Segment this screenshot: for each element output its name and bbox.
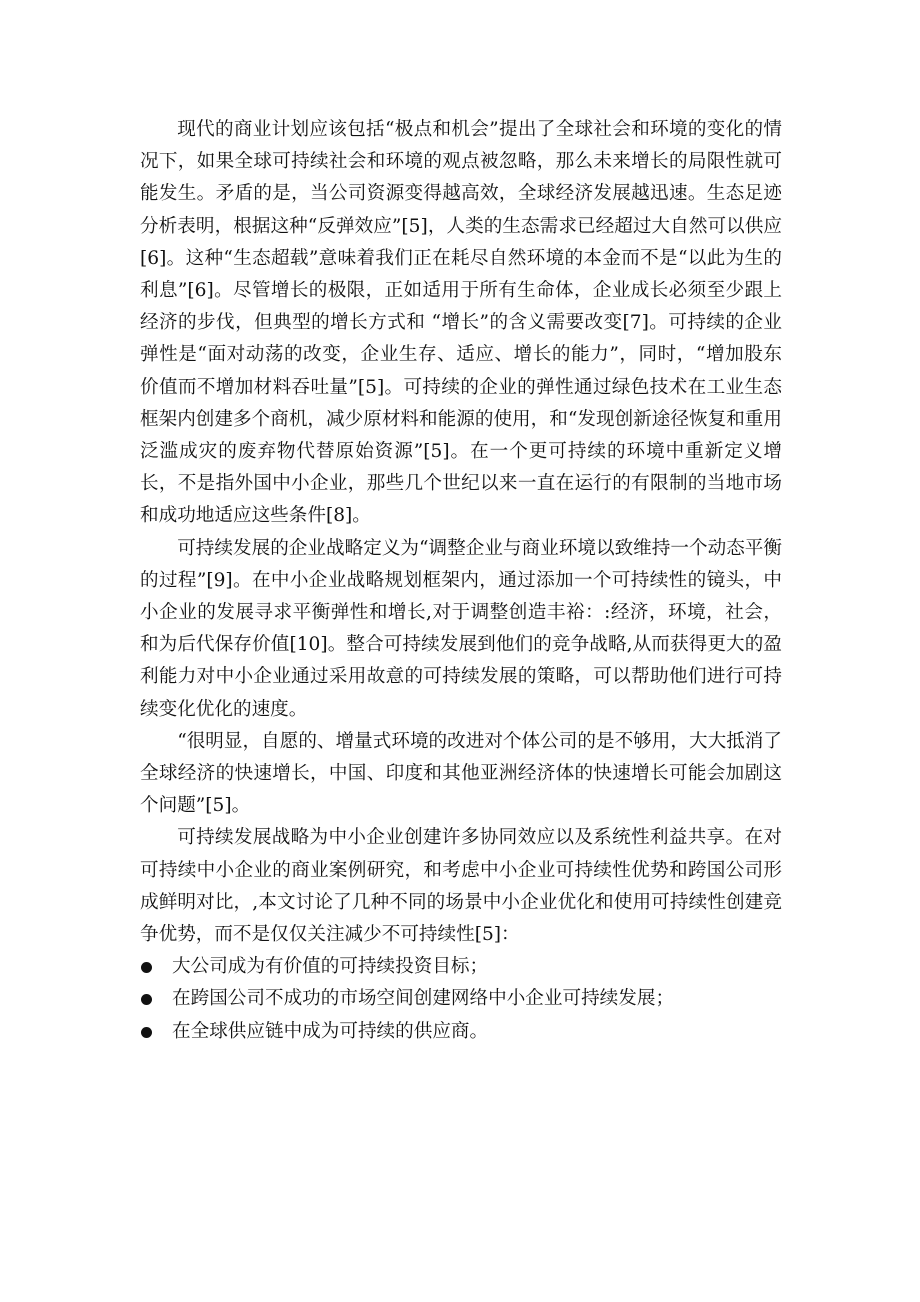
list-item <box>140 951 782 983</box>
paragraph-sustainable-strategy: 可持续发展的企业战略定义为“调整企业与商业环境以致维持一个动态平衡的过程”[9]。在中小企业战略规划框架内，通过添加一个可持续性的镜头，中小企业的发展寻求平衡弹性和增长,对于调整创造丰裕：:经济，环境，社会，和为后代保存价值[10]。整合可持续发展到他们的竞争战略,从而获得更大的盈利能力对中小企业通过采用故意的可持续发展的策略，可以帮助他们进行可持续变化优化的速度。 <box>140 537 782 720</box>
list-item <box>140 1016 782 1048</box>
list-item-text: 大公司成为有价值的可持续投资目标； <box>172 956 489 978</box>
bullet-icon <box>141 994 152 1005</box>
list-item-text: 在跨国公司不成功的市场空间创建网络中小企业可持续发展； <box>172 988 675 1010</box>
list-item <box>140 983 782 1015</box>
list-item-text: 在全球供应链中成为可持续的供应商。 <box>172 1020 489 1042</box>
paragraph-quote: “很明显，自愿的、增量式环境的改进对个体公司的是不够用，大大抵消了全球经济的快速增长，中国、印度和其他亚洲经济体的快速增长可能会加剧这个问题”[5]。 <box>140 730 782 817</box>
document-body <box>140 114 782 1048</box>
bullet-icon <box>141 962 152 973</box>
paragraph-synergy: 可持续发展战略为中小企业创建许多协同效应以及系统性利益共享。在对可持续中小企业的商业案例研究，和考虑中小企业可持续性优势和跨国公司形成鲜明对比，,本文讨论了几种不同的场景中小企业优化和使用可持续性创建竞争优势，而不是仅仅关注减少不可持续性[5]： <box>140 827 782 946</box>
bullet-icon <box>141 1027 152 1038</box>
paragraph-growth-limits: 现代的商业计划应该包括“极点和机会”提出了全球社会和环境的变化的情况下，如果全球可持续社会和环境的观点被忽略，那么未来增长的局限性就可能发生。矛盾的是，当公司资源变得越高效，全球经济发展越迅速。生态足迹分析表明，根据这种“反弹效应”[5]，人类的生态需求已经超过大自然可以供应[6]。这种“生态超载”意味着我们正在耗尽自然环境的本金而不是“以此为生的利息”[6]。尽管增长的极限，正如适用于所有生命体，企业成长必须至少跟上经济的步伐，但典型的增长方式和 “增长”的含义需要改变[7]。可持续的企业弹性是“面对动荡的改变，企业生存、适应、增长的能力”，同时，“增加股东价值而不增加材料吞吐量”[5]。可持续的企业的弹性通过绿色技术在工业生态框架内创建多个商机，减少原材料和能源的使用，和“发现创新途径恢复和重用泛滥成灾的废弃物代替原始资源”[5]。在一个更可持续的环境中重新定义增长，不是指外国中小企业，那些几个世纪以来一直在运行的有限制的当地市场和成功地适应这些条件[8]。 <box>140 119 782 527</box>
bullet-list <box>140 951 782 1048</box>
